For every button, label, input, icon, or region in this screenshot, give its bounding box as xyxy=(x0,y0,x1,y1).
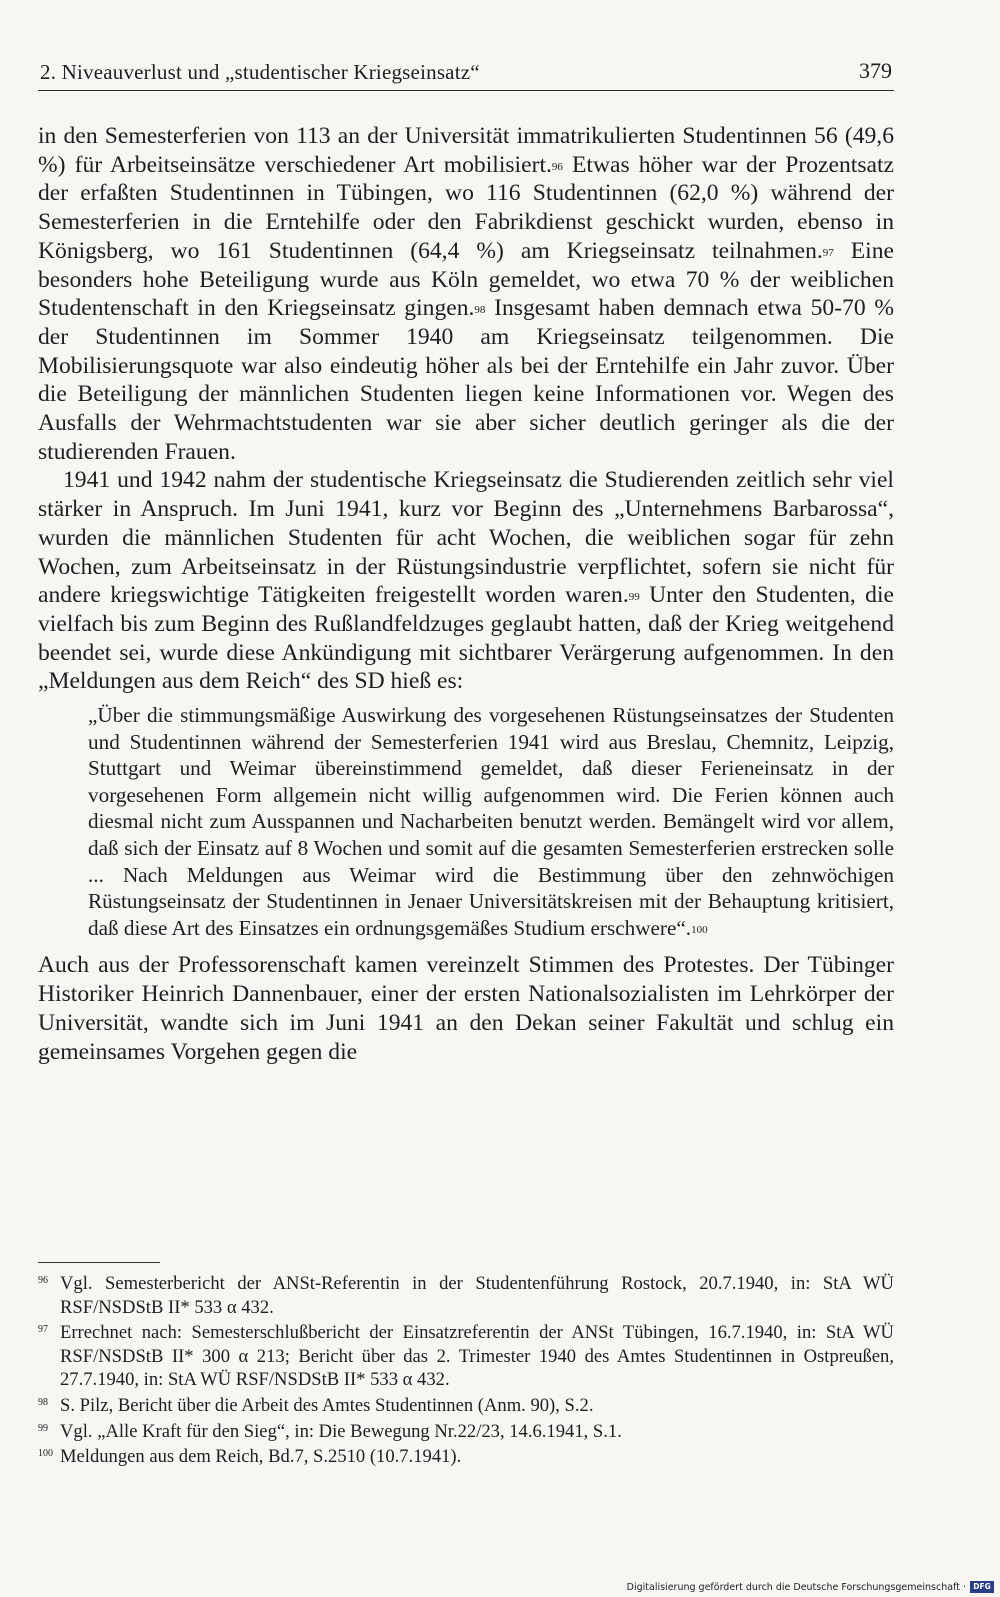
digitization-note xyxy=(627,1581,994,1593)
paragraph-1 xyxy=(38,122,894,466)
footnote-number: 98 xyxy=(38,1396,48,1408)
footnote-text: Vgl. „Alle Kraft für den Sieg“, in: Die Bewegung Nr.22/23, 14.6.1941, S.1. xyxy=(60,1420,622,1442)
text-run: Unter den Studenten, die vielfach bis zum Beginn des Rußlandfeldzuges geglaubt hatten, daß der Krieg weitgehend beendet sei, wurde diese Ankündigung mit sichtbarer Verärgerung aufgenommen. In den „Meldungen aus dem Reich“ des SD hieß es: xyxy=(38,582,894,695)
quote-text: „Über die stimmungsmäßige Auswirkung des vorgesehenen Rüstungseinsatzes der Studenten und Studentinnen während der Semesterferien 1941 wird aus Breslau, Chemnitz, Leipzig, Stuttgart und Weimar übereinstimmend gemeldet, daß dieser Ferieneinsatz in der vorgesehenen Form allgemein nicht willig aufgenommen wird. Die Ferien können auch diesmal nicht zum Ausspannen und Nacharbeiten benutzt werden. Bemängelt wird vor allem, daß sich der Einsatz auf 8 Wochen und somit auf die gesamten Semesterferien erstrecken solle ... Nach Meldungen aus Weimar wird die Bestimmung über den zehnwöchigen Rüstungseinsatz der Studentinnen in Jenaer Universitätskreisen mit der Behauptung kritisiert, daß diese Art des Einsatzes ein ordnungsgemäßes Studium erschwere“. xyxy=(88,703,894,940)
text-run: in den Semesterferien von 113 an der Universität immatrikulierten Studentinnen 56 (49,6 %) für Arbeitseinsätze verschiedener Art mobilisiert. xyxy=(38,123,894,178)
footnote-text: S. Pilz, Bericht über die Arbeit des Amtes Studentinnen (Anm. 90), S.2. xyxy=(60,1394,594,1416)
footnote-98 xyxy=(38,1394,894,1418)
dfg-logo-icon: DFG xyxy=(970,1581,994,1593)
running-head xyxy=(38,56,894,91)
main-text xyxy=(38,122,894,1066)
footnote-number: 99 xyxy=(38,1422,48,1434)
footnote-number: 97 xyxy=(38,1324,48,1336)
footnote-97 xyxy=(38,1321,894,1392)
footnote-text: Errechnet nach: Semesterschlußbericht der Einsatzreferentin der ANSt Tübingen, 16.7.1940, in: StA WÜ RSF/NSDStB II* 300 α 213; Bericht über das 2. Trimester 1940 des Amtes Studentinnen in Ostpreußen, 27.7.1940, in: StA WÜ RSF/NSDStB II* 533 α 432. xyxy=(60,1322,894,1391)
paragraph-3 xyxy=(38,951,894,1066)
text-run: Auch aus der Professorenschaft kamen vereinzelt Stimmen des Protestes. Der Tübinger Historiker Heinrich Dannenbauer, einer der ersten Nationalsozialisten im Lehrkörper der Universität, wandte sich im Juni 1941 an den Dekan seiner Fakultät und schlug ein gemeinsames Vorgehen gegen die xyxy=(38,952,894,1065)
text-run: Eine besonders hohe Beteiligung wurde aus Köln gemeldet, wo etwa 70 % der weiblichen Studentenschaft in den Kriegseinsatz gingen. xyxy=(38,237,894,322)
footnote-99 xyxy=(38,1420,894,1444)
footnote-100 xyxy=(38,1445,894,1469)
footnote-ref-100: 100 xyxy=(691,923,708,936)
footnote-text: Meldungen aus dem Reich, Bd.7, S.2510 (10.7.1941). xyxy=(60,1446,462,1468)
footnote-ref-99: 99 xyxy=(628,591,640,604)
footnote-ref-98: 98 xyxy=(474,304,486,317)
footnote-number: 96 xyxy=(38,1275,48,1286)
footnote-number: 100 xyxy=(38,1448,53,1460)
footnotes xyxy=(38,1272,894,1471)
text-run: Etwas höher war der Prozentsatz der erfaßten Studentinnen in Tübingen, wo 116 Studentinnen (62,0 %) während der Semesterferien in die Erntehilfe oder den Fabrikdienst geschickt wurden, ebenso in Königsberg, wo 161 Studentinnen (64,4 %) am Kriegseinsatz teilnahmen. xyxy=(38,151,894,264)
footnote-text: Vgl. Semesterbericht der ANSt-Referentin in der Studentenführung Rostock, 20.7.1940, in: StA WÜ RSF/NSDStB II* 533 α 432. xyxy=(60,1273,894,1318)
text-run: 1941 und 1942 nahm der studentische Kriegseinsatz die Studierenden zeitlich sehr viel stärker in Anspruch. Im Juni 1941, kurz vor Beginn des „Unternehmens Barbarossa“, wurden die männlichen Studenten für acht Wochen, die weiblichen sogar für zehn Wochen, zum Arbeitseinsatz in der Rüstungsindustrie verpflichtet, sofern sie nicht für andere kriegswichtige Tätigkeiten freigestellt worden waren. xyxy=(38,467,894,609)
footnote-96 xyxy=(38,1272,894,1319)
digitization-text: Digitalisierung gefördert durch die Deutsche Forschungsgemeinschaft · xyxy=(626,1581,966,1593)
paragraph-2 xyxy=(38,466,894,696)
footnote-divider xyxy=(38,1262,160,1263)
block-quote xyxy=(88,702,894,941)
footnote-ref-96: 96 xyxy=(551,160,563,173)
footnote-ref-97: 97 xyxy=(822,246,834,259)
text-run: Insgesamt haben demnach etwa 50-70 % der Studentinnen im Sommer 1940 am Kriegseinsatz teilgenommen. Die Mobilisierungsquote war also eindeutig höher als bei der Erntehilfe ein Jahr zuvor. Über die Beteiligung der männlichen Studenten liegen keine Informationen vor. Wegen des Ausfalls der Wehrmachtstudenten war sie aber sicher deutlich geringer als die der studierenden Frauen. xyxy=(38,295,894,465)
page-number: 379 xyxy=(859,58,892,83)
running-title: 2. Niveauverlust und „studentischer Kriegseinsatz“ xyxy=(40,60,480,84)
